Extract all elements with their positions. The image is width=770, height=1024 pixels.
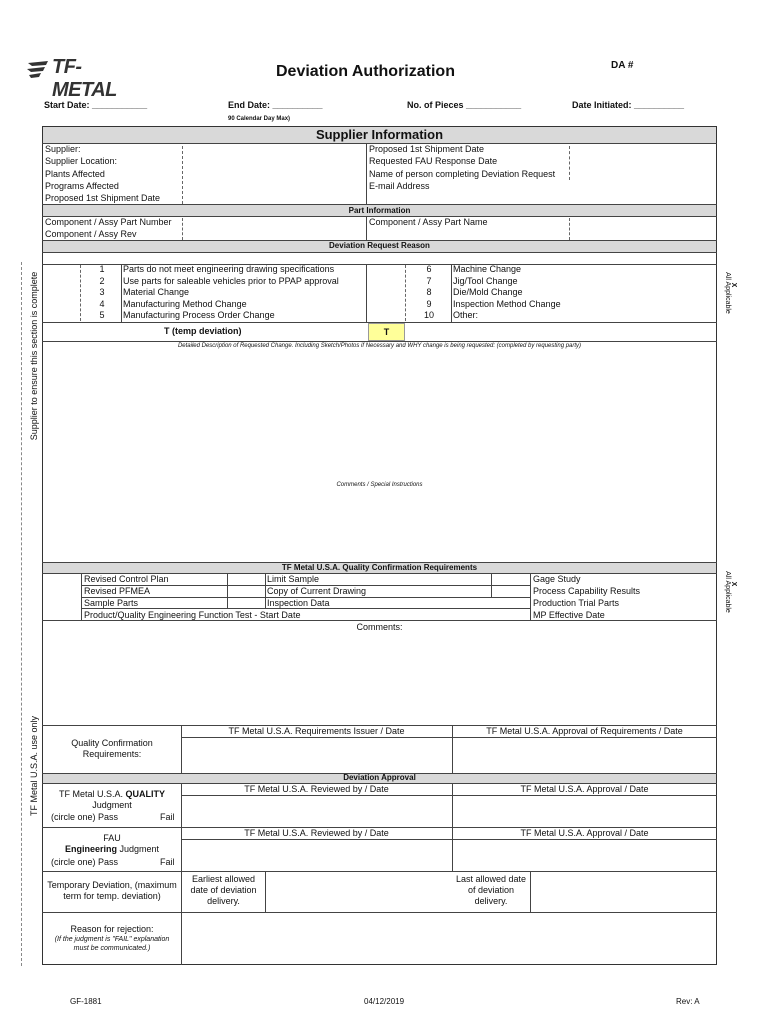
supplier-info-title: Supplier Information: [315, 127, 444, 142]
reason-num: 8: [426, 287, 432, 297]
reason-item[interactable]: Jig/Tool Change: [453, 275, 518, 286]
approval-title: Deviation Approval: [343, 773, 416, 782]
engineering-approval-field[interactable]: [453, 840, 716, 871]
req-item[interactable]: Product/Quality Engineering Function Test - Start Date: [84, 610, 301, 620]
quality-judgment-label: [43, 789, 181, 811]
issuer-signature-field[interactable]: [182, 738, 452, 773]
reason-item[interactable]: Machine Change: [453, 264, 522, 274]
quality-fail-option[interactable]: Fail: [160, 812, 175, 822]
req-item[interactable]: Copy of Current Drawing: [267, 586, 367, 596]
description-note: Detailed Description of Requested Change. Including Sketch/Photos if Necessary and WHY change is being requested: (completed by requesting party): [177, 343, 582, 349]
applicable-check-2[interactable]: X: [730, 581, 737, 587]
last-line: Last allowed date: [455, 874, 527, 884]
engineering-bold: Engineering: [64, 844, 117, 854]
proposed-shipment-row[interactable]: Proposed 1st Shipment Date: [369, 144, 485, 154]
start-date-field[interactable]: Start Date: ___________: [44, 100, 148, 110]
quality-reviewed-label: TF Metal U.S.A. Reviewed by / Date: [244, 784, 389, 794]
reason-num: 2: [99, 275, 105, 286]
reason-item[interactable]: Parts do not meet engineering drawing specifications: [123, 264, 335, 274]
rejection-note: must be communicated.): [73, 945, 151, 952]
issuer-label: TF Metal U.S.A. Requirements Issuer / Date: [228, 726, 405, 736]
comments-note: Comments / Special Instructions: [336, 482, 423, 488]
comments-area[interactable]: [43, 492, 716, 560]
part-right-list: [369, 217, 488, 228]
earliest-line: delivery.: [207, 896, 240, 906]
last-date-field[interactable]: [531, 872, 716, 912]
last-line: delivery.: [474, 896, 508, 906]
temp-term-line: term for temp. deviation): [63, 891, 161, 901]
reason-num: 1: [99, 264, 105, 274]
req-item[interactable]: Limit Sample: [267, 574, 320, 584]
engineering-pass-option[interactable]: (circle one) Pass: [51, 857, 119, 867]
temp-term-line: Temporary Deviation, (maximum: [47, 880, 177, 890]
req-item[interactable]: Revised PFMEA: [84, 586, 151, 596]
reason-num: 9: [426, 298, 432, 309]
form-number: GF-1881: [70, 997, 102, 1006]
rejection-label-block: [43, 924, 181, 953]
temp-deviation-box[interactable]: T: [368, 323, 405, 341]
earliest-line: Earliest allowed: [191, 874, 256, 884]
engineering-reviewed-label: TF Metal U.S.A. Reviewed by / Date: [244, 828, 389, 838]
fau-response-row[interactable]: Requested FAU Response Date: [369, 156, 498, 167]
earliest-line: date of deviation: [190, 885, 257, 895]
approval-req-label: TF Metal U.S.A. Approval of Requirements / Date: [486, 726, 683, 736]
part-info-title: Part Information: [348, 206, 411, 215]
req-item[interactable]: Inspection Data: [267, 598, 330, 608]
reason-item[interactable]: Die/Mold Change: [453, 287, 523, 297]
earliest-date-field[interactable]: [266, 872, 452, 912]
reason-num: 4: [99, 298, 105, 309]
rejection-label: Reason for rejection:: [70, 924, 154, 934]
quality-line: TF Metal U.S.A.: [58, 789, 123, 799]
end-date-note: 90 Calendar Day Max): [228, 116, 291, 122]
applicable-label-1: All Applicable: [724, 272, 731, 314]
reason-num: 6: [426, 264, 432, 274]
supplier-left-list: [45, 144, 160, 204]
engineering-judgment-label: [43, 833, 181, 855]
quality-bold: QUALITY: [125, 789, 166, 799]
part-number-row[interactable]: Component / Assy Part Number: [45, 217, 172, 227]
engineering-fail-option[interactable]: Fail: [160, 857, 175, 867]
quality-approval-label: TF Metal U.S.A. Approval / Date: [520, 784, 649, 794]
reason-item[interactable]: Manufacturing Method Change: [123, 298, 247, 309]
req-item[interactable]: Revised Control Plan: [84, 574, 169, 584]
reason-num: 10: [423, 310, 434, 320]
applicable-check-1[interactable]: X: [730, 282, 737, 288]
da-number-label: DA #: [611, 60, 634, 71]
reason-left-list: [123, 264, 339, 321]
reason-item[interactable]: Material Change: [123, 287, 190, 297]
reason-num: 3: [99, 287, 105, 297]
quality-pass-option[interactable]: (circle one) Pass: [51, 812, 119, 822]
temp-deviation-label: T (temp deviation): [164, 326, 242, 336]
pieces-field[interactable]: No. of Pieces ___________: [407, 100, 522, 110]
end-date-field[interactable]: End Date: __________: [228, 100, 323, 110]
supplier-right-list: [369, 144, 555, 192]
supplier-row[interactable]: Supplier:: [45, 144, 81, 154]
part-name-row[interactable]: Component / Assy Part Name: [369, 217, 488, 227]
reason-item[interactable]: Inspection Method Change: [453, 298, 561, 309]
applicable-label-2: All Applicable: [724, 571, 731, 613]
date-initiated-field[interactable]: Date Initiated: __________: [572, 100, 685, 110]
req-item[interactable]: MP Effective Date: [533, 610, 605, 620]
shipment-date-row[interactable]: Proposed 1st Shipment Date: [45, 193, 161, 204]
temp-deviation-term-label: [43, 880, 181, 902]
engineering-approval-label: TF Metal U.S.A. Approval / Date: [520, 828, 649, 838]
quality-req-col3: [533, 574, 640, 621]
quality-approval-field[interactable]: [453, 796, 716, 827]
req-item[interactable]: Gage Study: [533, 574, 581, 584]
logo-text: TF-METAL: [52, 56, 117, 101]
part-left-list: [45, 217, 172, 240]
supplier-section-label: Supplier to ensure this section is complete: [29, 271, 39, 441]
reason-title: Deviation Request Reason: [329, 241, 430, 250]
quality-reviewed-field[interactable]: [182, 796, 452, 827]
programs-affected-row[interactable]: Programs Affected: [45, 180, 119, 191]
approval-req-signature-field[interactable]: [453, 738, 716, 773]
email-row[interactable]: E-mail Address: [369, 180, 430, 191]
last-line: of deviation: [467, 885, 515, 895]
quality-comments-label: Comments:: [356, 622, 403, 632]
req-item[interactable]: Process Capability Results: [533, 586, 641, 596]
rejection-note: (If the judgment is "FAIL" explanation: [54, 936, 170, 943]
engineering-reviewed-field[interactable]: [182, 840, 452, 871]
part-rev-row[interactable]: Component / Assy Rev: [45, 229, 137, 239]
reason-num: 5: [99, 310, 105, 320]
reason-item[interactable]: Other:: [453, 310, 479, 320]
earliest-date-label: [182, 874, 265, 907]
req-item[interactable]: Production Trial Parts: [533, 598, 620, 608]
plants-affected-row[interactable]: Plants Affected: [45, 168, 105, 179]
form-revision: Rev: A: [676, 997, 700, 1006]
quality-req-col2: [267, 574, 366, 609]
form-date: 04/12/2019: [364, 997, 405, 1006]
confirmation-row-label: [43, 738, 181, 760]
quality-req-title: TF Metal U.S.A. Quality Confirmation Requirements: [281, 563, 478, 572]
supplier-location-row[interactable]: Supplier Location:: [45, 156, 118, 167]
tf-section-label: TF Metal U.S.A. use only: [29, 715, 39, 817]
reason-left-numbers: [95, 264, 109, 321]
fau-line: FAU: [103, 833, 121, 843]
req-item[interactable]: Sample Parts: [84, 598, 139, 608]
reason-num: 7: [426, 275, 432, 286]
person-completing-row[interactable]: Name of person completing Deviation Request: [369, 168, 556, 179]
rejection-reason-field[interactable]: [182, 913, 716, 964]
reason-item[interactable]: Use parts for saleable vehicles prior to PPAP approval: [123, 275, 339, 286]
confirmation-label-line: Requirements:: [82, 749, 142, 759]
page-title: Deviation Authorization: [276, 63, 455, 80]
reason-item[interactable]: Manufacturing Process Order Change: [123, 310, 275, 320]
company-logo: [26, 56, 141, 101]
description-area[interactable]: [43, 352, 716, 477]
last-date-label: [452, 874, 530, 907]
logo-mark-icon: [26, 58, 50, 80]
reason-right-list: [453, 264, 561, 321]
quality-judgment-word: Judgment: [92, 800, 132, 810]
confirmation-label-line: Quality Confirmation: [71, 738, 153, 748]
engineering-judgment-word: Judgment: [116, 844, 160, 854]
quality-comments-area[interactable]: [43, 634, 716, 724]
reason-right-numbers: [420, 264, 438, 321]
